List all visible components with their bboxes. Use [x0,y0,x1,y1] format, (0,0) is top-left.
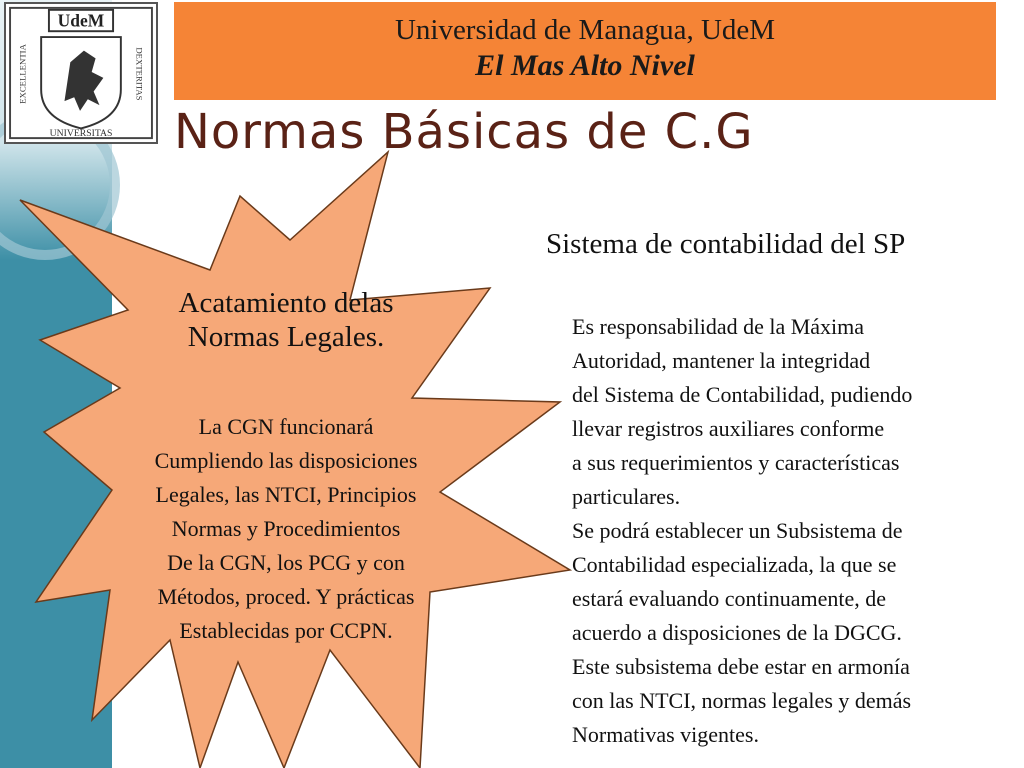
logo-emblem-text: UdeM [57,10,105,31]
logo-right-text: DEXTERITAS [134,47,145,101]
star-heading: Acatamiento delas Normas Legales. [178,287,394,353]
logo-bottom-text: UNIVERSITAS [49,128,113,140]
logo-left-text: EXCELLENTIA [17,44,28,104]
page-title: Normas Básicas de C.G [174,104,754,160]
university-motto: El Mas Alto Nivel [475,49,695,82]
section-body-text: Es responsabilidad de la Máxima Autoridad, mantener la integridad del Sistema de Contabilidad, pudiendo llevar registros auxiliares conforme a sus requerimientos y características particulares. Se podrá establecer un Subsistema de Contabilidad especializada, la que se estará evaluando continuamente, de acuerdo a disposiciones de la DGCG. Este subsistema debe estar en armonía con las NTCI, normas legales y demás Normativas vigentes. [572,314,913,747]
star-body-text: La CGN funcionará Cumpliendo las disposiciones Legales, las NTCI, Principios Normas y Procedimientos De la CGN, los PCG y con Métodos, proced. Y prácticas Establecidas por CCPN. [154,414,418,643]
section-heading: Sistema de contabilidad del SP [546,228,906,260]
university-name: Universidad de Managua, UdeM [394,14,776,46]
